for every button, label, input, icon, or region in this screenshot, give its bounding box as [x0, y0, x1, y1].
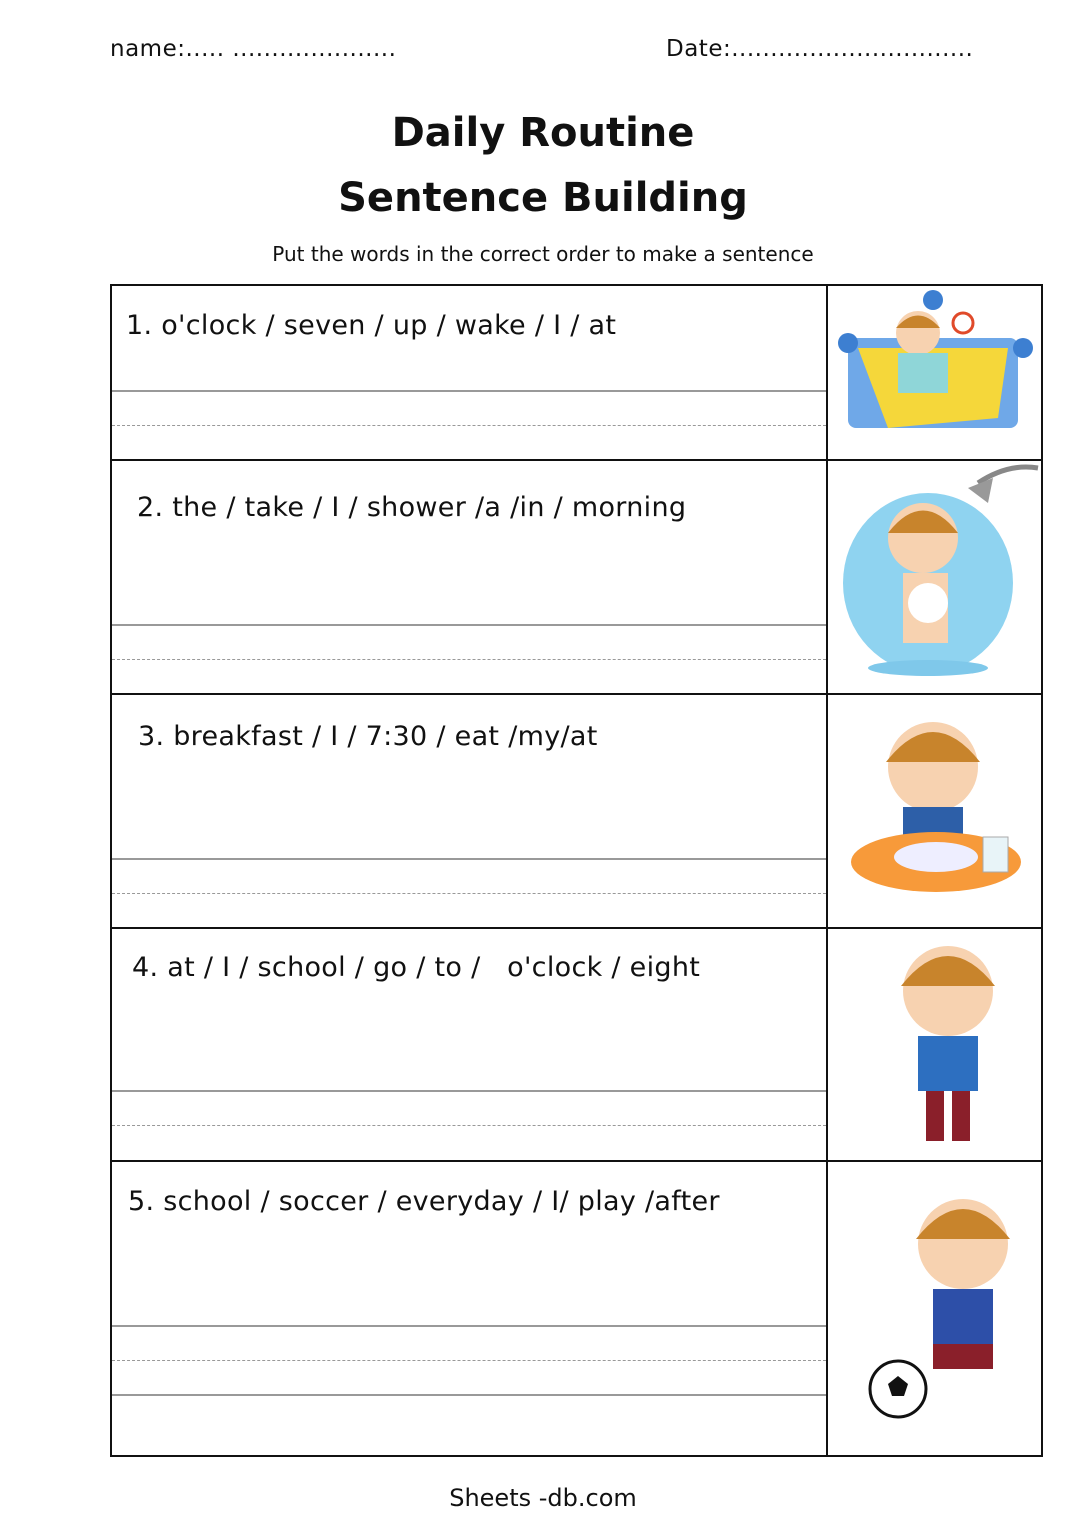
writing-line — [112, 1325, 826, 1327]
question-5: 5. school / soccer / everyday / I/ play /after — [128, 1186, 720, 1217]
writing-guide-line — [112, 425, 826, 426]
writing-line — [112, 1394, 826, 1396]
boy-breakfast-image — [828, 697, 1041, 927]
row-divider — [112, 459, 1041, 461]
row-divider — [112, 693, 1041, 695]
writing-guide-line — [112, 1125, 826, 1126]
writing-guide-line — [112, 1360, 826, 1361]
title-line-2: Sentence Building — [338, 175, 748, 221]
footer-site: Sheets -db.com — [449, 1484, 637, 1512]
name-field: name:..... ..................... — [110, 36, 397, 62]
row-divider — [112, 1160, 1041, 1162]
exercise-table — [110, 284, 1043, 1457]
date-field: Date:............................... — [666, 36, 974, 62]
boy-showering-image — [828, 463, 1041, 693]
question-3: 3. breakfast / I / 7:30 / eat /my/at — [138, 721, 598, 752]
boy-waking-up-image — [828, 288, 1041, 459]
title-line-1: Daily Routine — [391, 110, 695, 156]
question-4: 4. at / I / school / go / to / o'clock / eight — [132, 952, 701, 983]
writing-guide-line — [112, 893, 826, 894]
row-divider — [112, 927, 1041, 929]
writing-line — [112, 390, 826, 392]
question-1: 1. o'clock / seven / up / wake / I / at — [126, 310, 617, 341]
writing-line — [112, 624, 826, 626]
boy-school-image — [828, 931, 1041, 1160]
question-2: 2. the / take / I / shower /a /in / morning — [137, 492, 687, 523]
boy-soccer-image — [828, 1164, 1041, 1455]
writing-line — [112, 1090, 826, 1092]
writing-guide-line — [112, 659, 826, 660]
instructions: Put the words in the correct order to make a sentence — [272, 242, 814, 266]
writing-line — [112, 858, 826, 860]
